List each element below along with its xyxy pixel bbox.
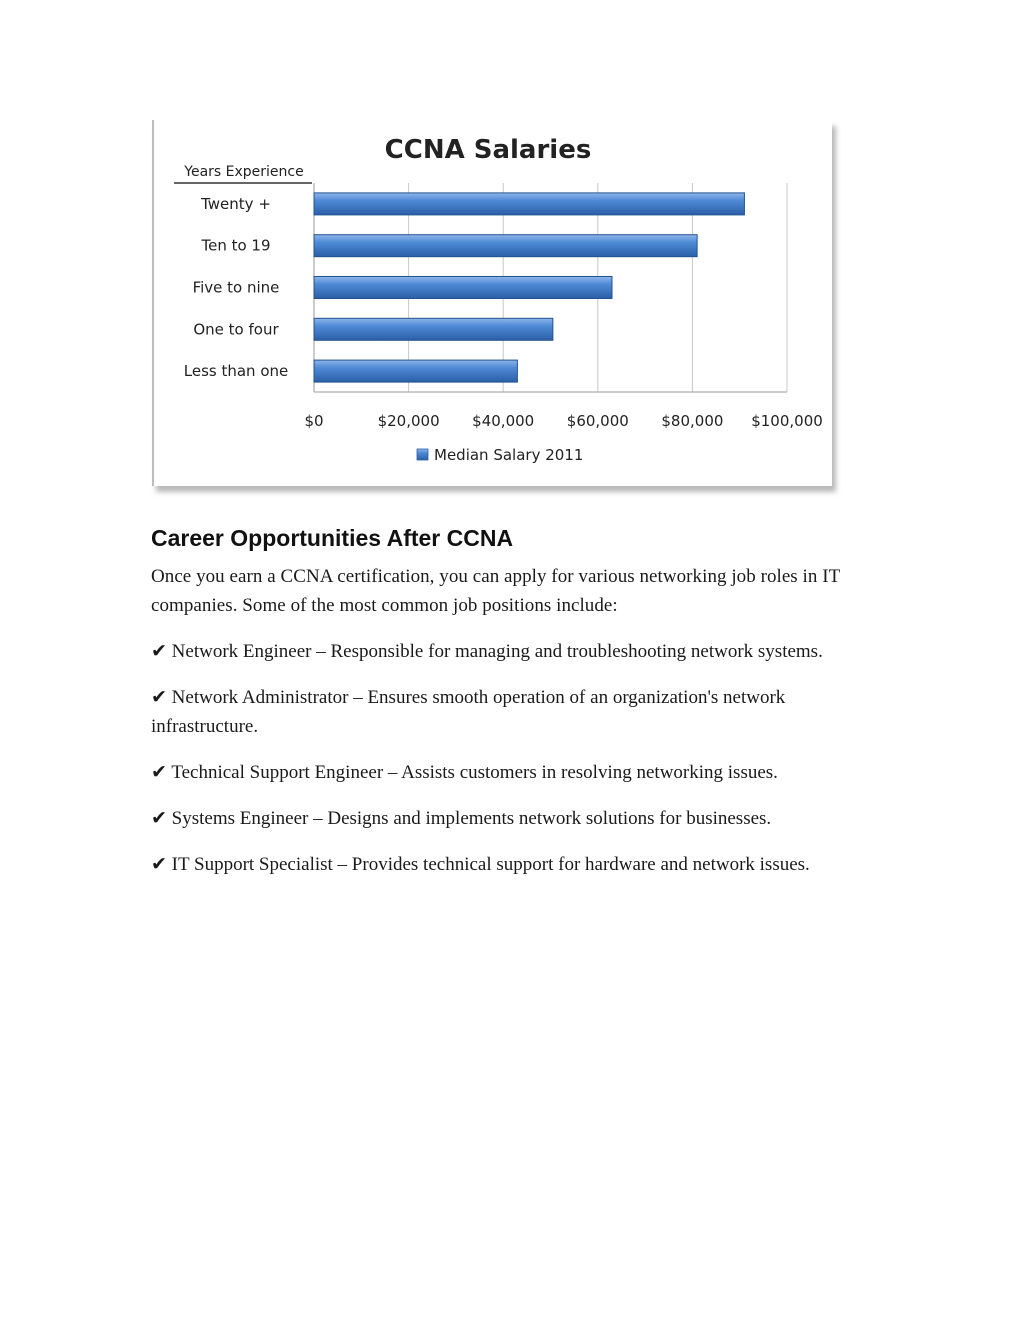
job-role-item (151, 804, 881, 833)
bar (314, 277, 612, 299)
job-role-item (151, 637, 881, 666)
chart-title: CCNA Salaries (384, 135, 592, 165)
x-tick-label: $100,000 (751, 412, 823, 430)
job-role-text: Network Administrator – Ensures smooth operation of an organization's network infrastructure. (151, 687, 786, 737)
checkmark-icon: ✔ (151, 640, 167, 662)
section-heading: Career Opportunities After CCNA (151, 525, 514, 551)
article-body (151, 520, 881, 896)
category-label: Twenty + (201, 194, 271, 213)
checkmark-icon: ✔ (151, 761, 167, 783)
checkmark-icon: ✔ (151, 807, 167, 829)
x-tick-label: $60,000 (566, 412, 629, 430)
chart-legend (417, 446, 583, 464)
checkmark-icon: ✔ (151, 853, 167, 875)
category-label: Less than one (183, 362, 289, 381)
legend-swatch (417, 449, 428, 460)
bar (314, 360, 517, 382)
salary-chart-frame (152, 120, 832, 486)
job-role-text: Systems Engineer – Designs and implements network solutions for businesses. (166, 808, 772, 829)
job-role-text: Technical Support Engineer – Assists customers in resolving networking issues. (166, 762, 778, 783)
job-role-item (151, 683, 881, 741)
salary-chart (154, 120, 832, 486)
x-tick-label: $0 (304, 412, 324, 430)
checkmark-icon: ✔ (151, 686, 167, 708)
category-label: Five to nine (192, 278, 280, 297)
job-role-item (151, 850, 881, 879)
bar (314, 318, 553, 340)
category-label: Ten to 19 (201, 236, 271, 255)
legend-label: Median Salary 2011 (434, 446, 584, 464)
job-role-text: Network Engineer – Responsible for managing and troubleshooting network systems. (166, 641, 823, 662)
category-axis-title: Years Experience (184, 164, 304, 180)
x-tick-label: $80,000 (661, 412, 724, 430)
x-tick-label: $20,000 (377, 412, 440, 430)
bar (314, 193, 744, 215)
intro-paragraph: Once you earn a CCNA certification, you can apply for various networking job roles in IT companies. Some of the most common job positions include: (151, 566, 840, 616)
category-label: One to four (193, 320, 279, 339)
bar (314, 235, 697, 257)
job-role-text: IT Support Specialist – Provides technical support for hardware and network issues. (166, 854, 810, 875)
job-role-list (151, 637, 881, 879)
job-role-item (151, 758, 881, 787)
x-tick-label: $40,000 (472, 412, 535, 430)
